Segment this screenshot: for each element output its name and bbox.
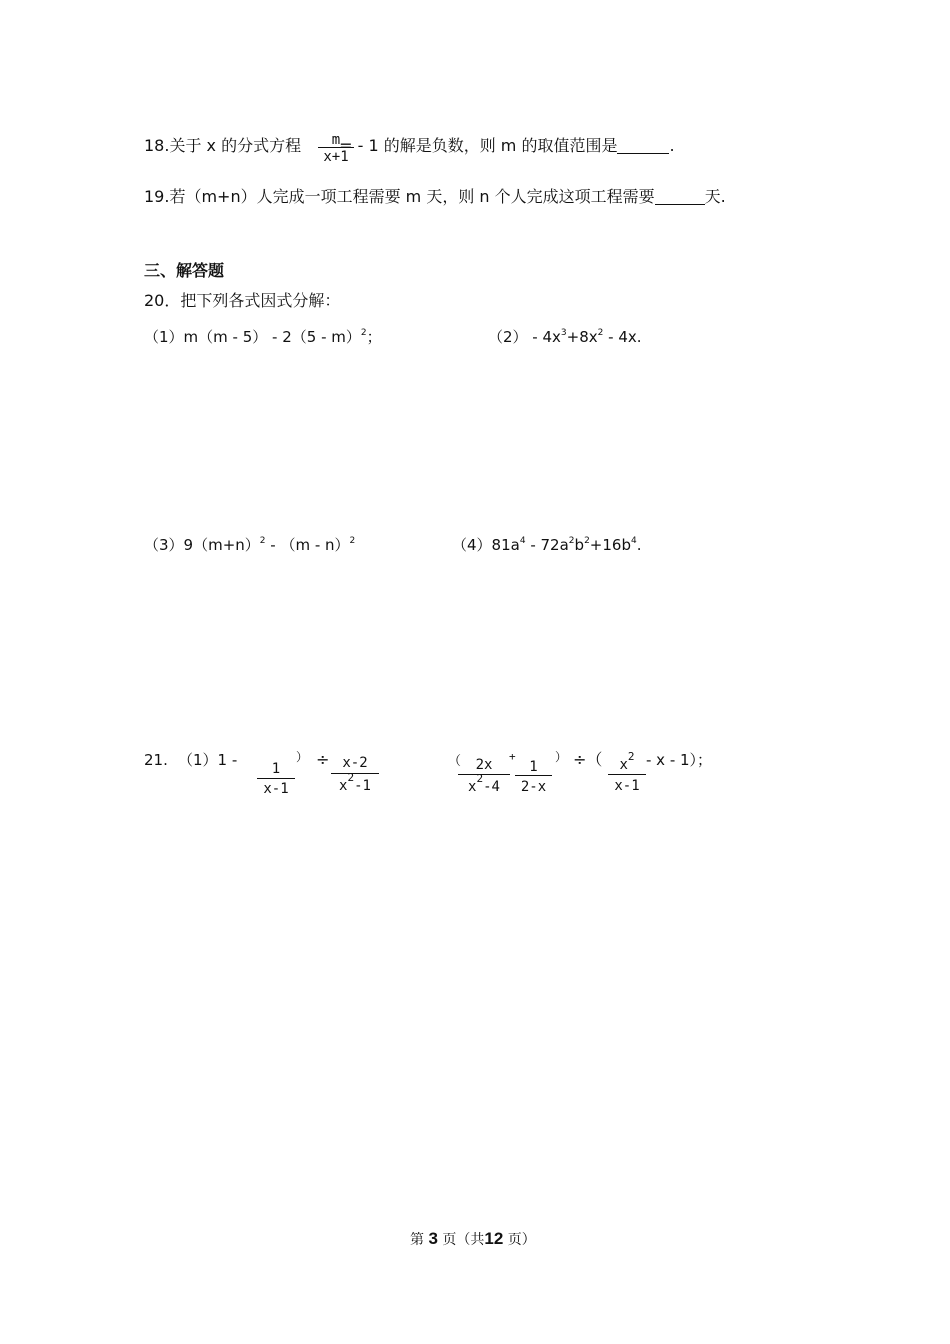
q18-end: . (669, 136, 675, 155)
q21-plus: + (509, 750, 516, 763)
q18-fraction (318, 133, 354, 166)
question-18 (144, 136, 675, 156)
q21-close-paren-1: ） (296, 750, 309, 764)
q21-divide-1: ÷ (316, 750, 330, 769)
q20-part2: $(2) - 4x^3+8x^2 - 4x$. (488, 328, 642, 346)
q18-frac-denominator: x+1 (323, 149, 349, 165)
q19-answer-blank (655, 188, 705, 205)
q20-part4: $(4)81a^4 - 72a^2b^2+16b^4$. (452, 536, 642, 554)
question-19 (144, 187, 726, 207)
q21-open-paren-2: （ (448, 754, 462, 769)
q18-frac-numerator: m (331, 132, 341, 148)
q18-answer-blank (617, 137, 669, 154)
q21-fraction-4: 1 2-x (515, 759, 552, 798)
q18-suffix: = - 1 的解是负数，则 m 的取值范围是 (339, 136, 618, 155)
q21-part1-label: （1）1 - (178, 751, 238, 769)
q20-part1: （1）m（m - 5） - 2（5 - m）$^2$； (144, 328, 382, 346)
q21-tail: - x - 1）； (646, 751, 713, 769)
q19-prefix: 19.若（m+n）人完成一项工程需要 m 天，则 n 个人完成这项工程需要 (144, 187, 655, 206)
q18-prefix: 18.关于 x 的分式方程 (144, 136, 302, 155)
total-page-count: 12 (484, 1229, 504, 1248)
page-footer: 第 3 页（共12 页） (410, 1229, 536, 1248)
q19-end: 天. (704, 187, 726, 206)
q21-fraction-5: $x^2$ x-1 (608, 756, 646, 797)
q20-part3: $(3)9(m+n)^2 - (m - n)^2$ (144, 536, 356, 554)
q21-fraction-1: 1 x-1 (257, 760, 295, 799)
q21-divide-2: ÷（ (573, 750, 603, 769)
q21-number: 21. (144, 751, 168, 769)
q20-stem: 20．把下列各式因式分解： (144, 291, 341, 310)
q21-close-paren-2: ） (555, 750, 568, 764)
current-page-number: 3 (428, 1229, 438, 1248)
q21-fraction-3: 2x $x^2-4$ (458, 756, 510, 799)
section-heading: 三、解答题 (144, 261, 225, 280)
q21-fraction-2: x-2 $x^2-1$ (331, 753, 379, 798)
